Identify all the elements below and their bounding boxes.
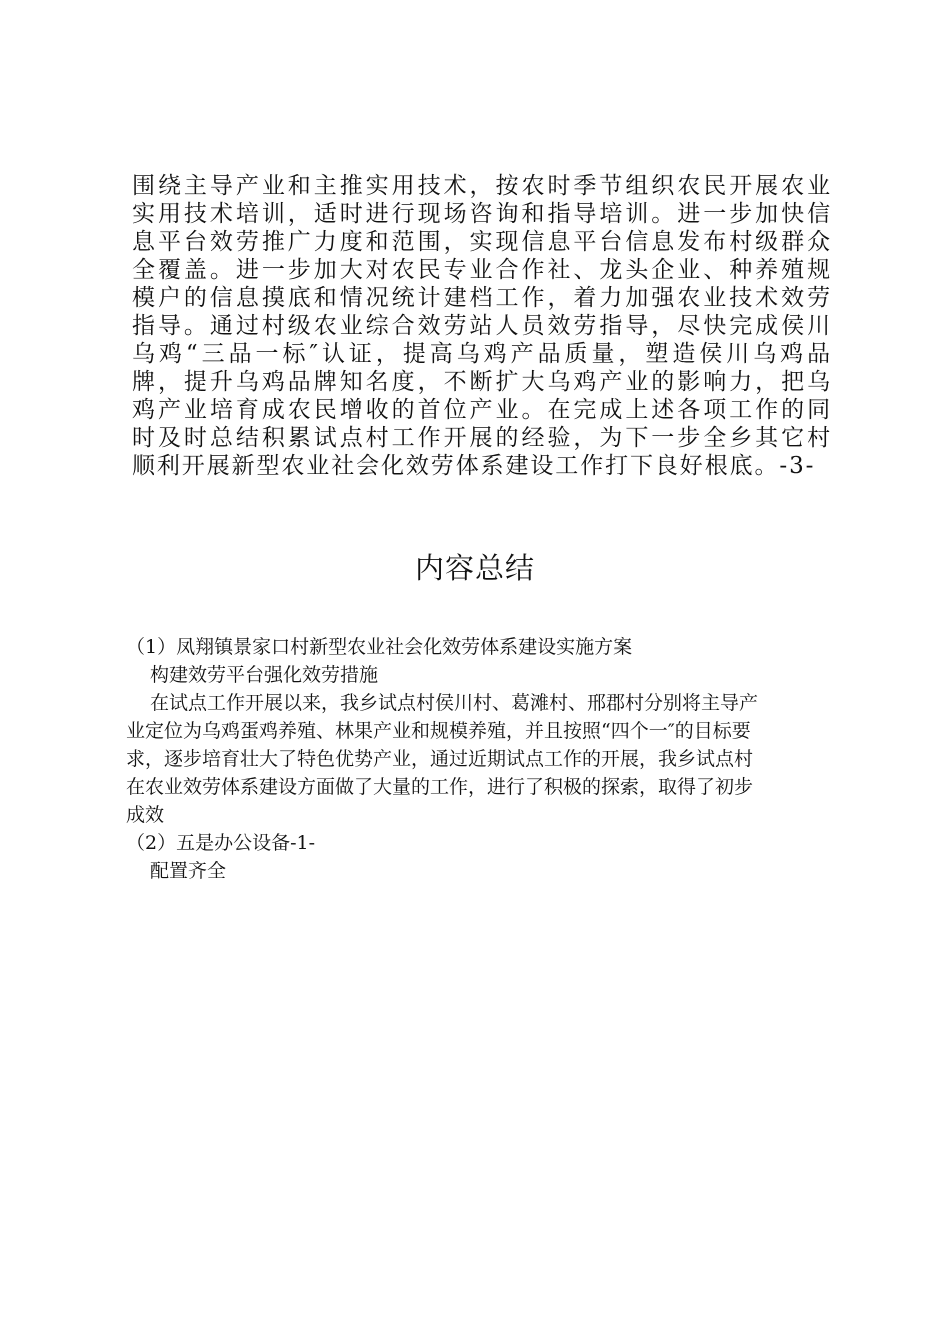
summary-paragraph-line: 在试点工作开展以来，我乡试点村侯川村、葛滩村、邢郡村分别将主导产: [150, 692, 759, 714]
summary-section: [126, 633, 846, 885]
body-line: 息平台效劳推广力度和范围，实现信息平台信息发布村级群众: [132, 229, 832, 255]
summary-paragraph-line: 业定位为乌鸡蛋鸡养殖、林果产业和规模养殖，并且按照“四个一″的目标要: [126, 720, 751, 742]
section-title: 内容总结: [414, 551, 535, 585]
summary-paragraph-line: 求，逐步培育壮大了特色优势产业，通过近期试点工作的开展，我乡试点村: [126, 748, 754, 770]
body-line: 模户的信息摸底和情况统计建档工作，着力加强农业技术效劳: [132, 285, 832, 311]
summary-paragraph-line: 成效: [126, 804, 165, 826]
summary-paragraph-line: 在农业效劳体系建设方面做了大量的工作，进行了积极的探索，取得了初步: [126, 776, 754, 798]
summary-item-2-subheading: 配置齐全: [150, 860, 227, 882]
body-line: 实用技术培训，适时进行现场咨询和指导培训。进一步加快信: [132, 201, 832, 227]
body-paragraph: [132, 172, 832, 480]
body-line: 时及时总结积累试点村工作开展的经验，为下一步全乡其它村: [132, 425, 832, 451]
body-line: 全覆盖。进一步加大对农民专业合作社、龙头企业、种养殖规: [132, 257, 832, 283]
body-line: 鸡产业培育成农民增收的首位产业。在完成上述各项工作的同: [132, 397, 832, 423]
summary-item-1-heading: （1）凤翔镇景家口村新型农业社会化效劳体系建设实施方案: [126, 636, 633, 658]
summary-item-1-paragraph: [126, 689, 846, 829]
body-line: 围绕主导产业和主推实用技术，按农时季节组织农民开展农业: [132, 173, 832, 199]
summary-item-1-subheading: 构建效劳平台强化效劳措施: [150, 664, 379, 686]
body-line: 顺利开展新型农业社会化效劳体系建设工作打下良好根底。-3-: [132, 453, 816, 479]
body-line: 指导。通过村级农业综合效劳站人员效劳指导，尽快完成侯川: [132, 313, 832, 339]
body-line: 牌，提升乌鸡品牌知名度，不断扩大乌鸡产业的影响力，把乌: [132, 369, 832, 395]
body-line: 乌鸡“三品一标″认证，提高乌鸡产品质量，塑造侯川乌鸡品: [132, 341, 832, 367]
summary-item-2-heading: （2）五是办公设备-1-: [126, 832, 316, 854]
